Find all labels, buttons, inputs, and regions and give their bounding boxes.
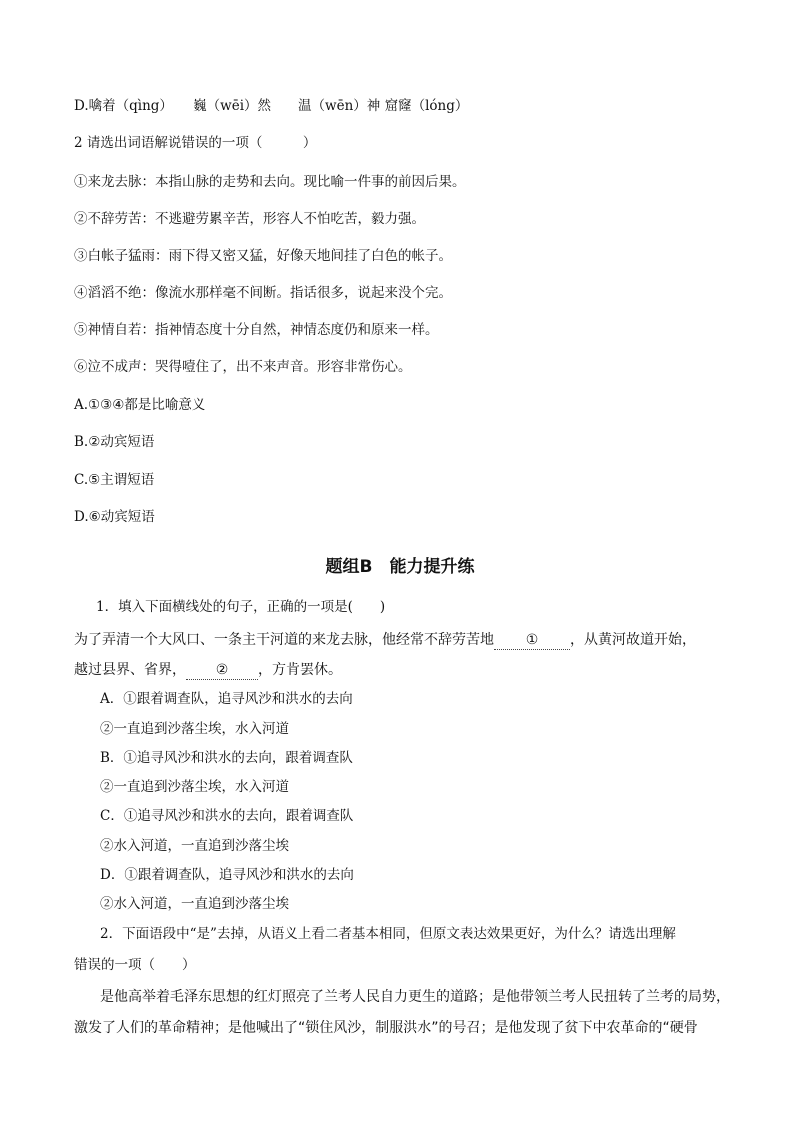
section-title: 题组B 能力提升练 (325, 557, 475, 577)
q1-option-d-1: D．①跟着调查队，追寻风沙和洪水的去向 (100, 867, 354, 883)
q2-passage-line-1: 是他高举着毛泽东思想的红灯照亮了兰考人民自力更生的道路；是他带领兰考人民扭转了兰考的局势， (100, 989, 730, 1005)
q1-passage-line-2 (74, 661, 342, 680)
q1-blank-2: ② (186, 661, 258, 680)
q1-blank-1: ① (494, 631, 570, 650)
term-1-definition: ①来龙去脉：本指山脉的走势和去向。现比喻一件事的前因后果。 (74, 174, 466, 190)
q1-option-a-2: ②一直追到沙落尘埃，水入河道 (100, 721, 289, 737)
q1-passage-text-c: 越过县界、省界， (74, 662, 186, 678)
q1-option-c-2: ②水入河道，一直追到沙落尘埃 (100, 838, 289, 854)
q1-passage-text-d: ，方肯罢休。 (258, 662, 342, 678)
choice-c: C.⑤主谓短语 (74, 472, 155, 488)
q1-passage-line-1 (74, 631, 696, 650)
q1-option-c-1: C．①追寻风沙和洪水的去向，跟着调查队 (100, 808, 354, 824)
q1-passage-text-b: ，从黄河故道开始， (570, 632, 696, 648)
term-4-definition: ④滔滔不绝：像流水那样毫不间断。指话很多，说起来没个完。 (74, 285, 452, 301)
q2-stem-line-1: 2．下面语段中“是”去掉，从语义上看二者基本相同，但原文表达效果更好，为什么？请选出理解 (100, 926, 676, 942)
option-d-pinyin-line: D.噙着（qìng） 巍（wēi）然 温（wēn）神 窟窿（lóng） (74, 98, 469, 114)
q2-passage-line-2: 激发了人们的革命精神；是他喊出了“锁住风沙，制服洪水”的号召；是他发现了贫下中农革命的“硬骨 (74, 1020, 698, 1036)
q1-stem: 1．填入下面横线处的句子，正确的一项是( ) (96, 599, 386, 615)
term-6-definition: ⑥泣不成声：哭得噎住了，出不来声音。形容非常伤心。 (74, 359, 412, 375)
q1-option-b-2: ②一直追到沙落尘埃，水入河道 (100, 779, 289, 795)
choice-a: A.①③④都是比喻意义 (74, 397, 206, 413)
choice-d: D.⑥动宾短语 (74, 509, 155, 525)
q1-option-d-2: ②水入河道，一直追到沙落尘埃 (100, 896, 289, 912)
term-3-definition: ③白帐子猛雨：雨下得又密又猛，好像天地间挂了白色的帐子。 (74, 248, 452, 264)
q1-option-b-1: B．①追寻风沙和洪水的去向，跟着调查队 (100, 750, 353, 766)
question-2-stem: 2 请选出词语解说错误的一项（ ） (74, 135, 317, 151)
choice-b: B.②动宾短语 (74, 434, 155, 450)
q1-option-a-1: A．①跟着调查队，追寻风沙和洪水的去向 (100, 691, 353, 707)
term-5-definition: ⑤神情自若：指神情态度十分自然，神情态度仍和原来一样。 (74, 322, 439, 338)
q1-passage-text-a: 为了弄清一个大风口、一条主干河道的来龙去脉，他经常不辞劳苦地 (74, 632, 494, 648)
term-2-definition: ②不辞劳苦：不逃避劳累辛苦，形容人不怕吃苦，毅力强。 (74, 211, 425, 227)
q2-stem-line-2: 错误的一项（ ） (74, 957, 196, 973)
